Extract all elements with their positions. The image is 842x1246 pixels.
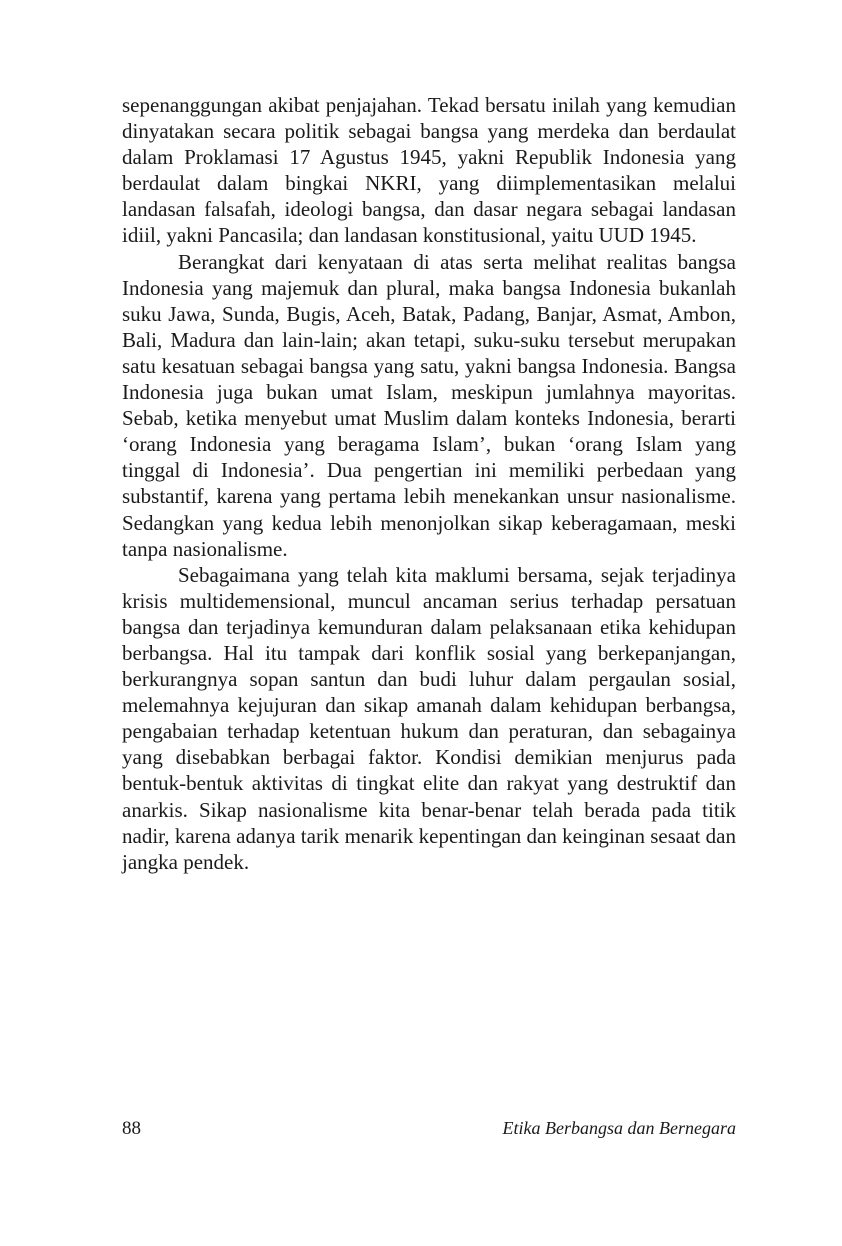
paragraph-continued: sepenanggungan akibat penjajahan. Tekad bersatu inilah yang kemudian dinyatakan secara politik sebagai bangsa yang merdeka dan berdaulat dalam Proklamasi 17 Agustus 1945, yakni Republik Indonesia yang berdaulat dalam bingkai NKRI, yang diimplementasikan melalui landasan falsafah, ideologi bangsa, dan dasar negara sebagai landasan idiil, yakni Pancasila; dan landasan konstitusional, yaitu UUD 1945. — [122, 93, 736, 248]
paragraph-bangsa-indonesia: Berangkat dari kenyataan di atas serta melihat realitas bangsa Indonesia yang majemuk dan plural, maka bangsa Indonesia bukanlah suku Jawa, Sunda, Bugis, Aceh, Batak, Padang, Banjar, Asmat, Ambon, Bali, Madura dan lain-lain; akan tetapi, suku-suku tersebut merupakan satu kesatuan sebagai bangsa yang satu, yakni bangsa Indonesia. Bangsa Indonesia juga bukan umat Islam, meskipun jumlahnya mayoritas. Sebab, ketika menyebut umat Muslim dalam konteks Indonesia, berarti ‘orang Indonesia yang beragama Islam’, bukan ‘orang Islam yang tinggal di Indonesia’. Dua pengertian ini memiliki perbedaan yang substantif, karena yang pertama lebih menekankan unsur nasionalisme. Sedangkan yang kedua lebih menonjolkan sikap keberagamaan, meski tanpa nasionalisme. — [122, 249, 736, 561]
paragraph-krisis-multidemensional: Sebagaimana yang telah kita maklumi bersama, sejak terjadinya krisis multidemensional, muncul ancaman serius terhadap persatuan bangsa dan terjadinya kemunduran dalam pelaksanaan etika kehidupan berbangsa. Hal itu tampak dari konflik sosial yang berkepanjangan, berkurangnya sopan santun dan budi luhur dalam pergaulan sosial, melemahnya kejujuran dan sikap amanah dalam kehidupan berbangsa, pengabaian terhadap ketentuan hukum dan peraturan, dan sebagainya yang disebabkan berbagai faktor. Kondisi demikian menjurus pada bentuk-bentuk aktivitas di tingkat elite dan rakyat yang destruktif dan anarkis. Sikap nasionalisme kita benar-benar telah berada pada titik nadir, karena adanya tarik menarik kepentingan dan keinginan sesaat dan jangka pendek. — [122, 562, 736, 874]
page-body — [122, 92, 736, 875]
running-title: Etika Berbangsa dan Bernegara — [502, 1118, 736, 1138]
page-footer — [122, 1118, 736, 1142]
page-number: 88 — [122, 1118, 141, 1139]
